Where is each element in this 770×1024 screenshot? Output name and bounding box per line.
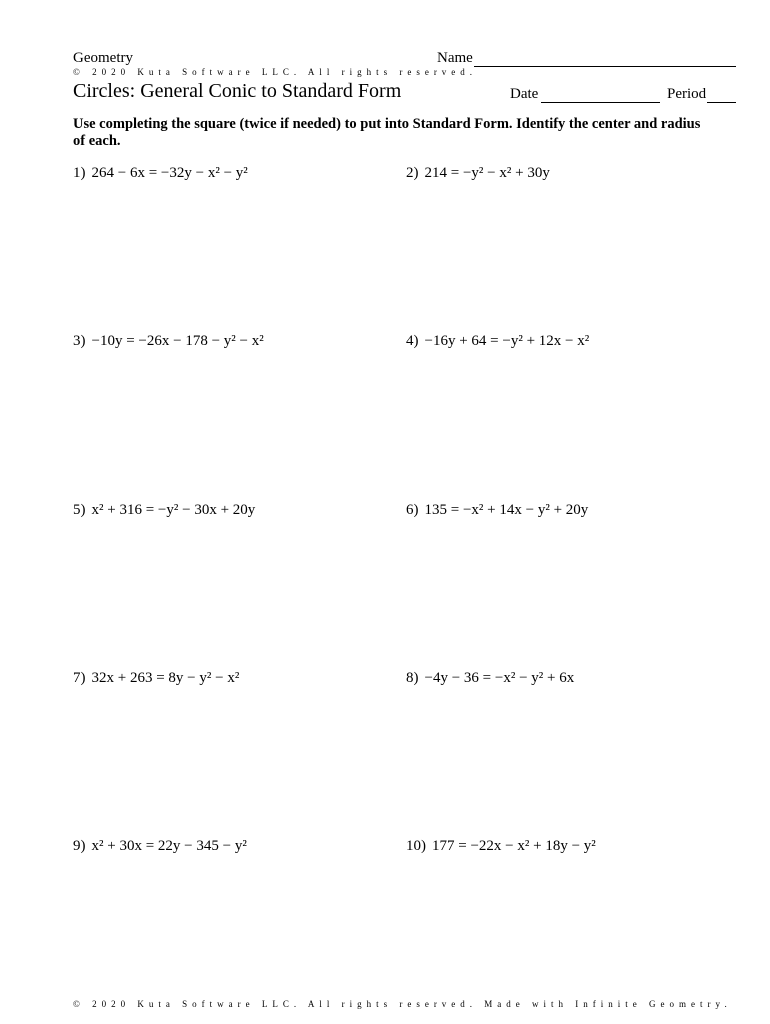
problem-equation: −10y = −26x − 178 − y² − x² [91,333,264,349]
copyright-notice: © 2020 Kuta Software LLC. All rights reserved. [73,67,478,77]
name-field-line[interactable] [474,66,736,67]
problem-1 [73,165,248,182]
worksheet-title: Circles: General Conic to Standard Form [73,80,402,102]
problem-5 [73,502,255,519]
problem-8 [406,670,574,687]
problem-equation: x² + 30x = 22y − 345 − y² [91,838,247,854]
problem-9 [73,838,247,855]
date-label: Date [510,86,539,102]
problem-equation: 264 − 6x = −32y − x² − y² [91,165,248,181]
problem-6 [406,502,588,519]
problem-3 [73,333,264,350]
problem-number: 1) [73,165,86,181]
problem-number: 8) [406,670,419,686]
footer-copyright: © 2020 Kuta Software LLC. All rights reserved. Made with Infinite Geometry. [73,999,732,1009]
problem-number: 6) [406,502,419,518]
problem-number: 3) [73,333,86,349]
date-field-line[interactable] [541,102,660,103]
problem-equation: 32x + 263 = 8y − y² − x² [91,670,240,686]
problem-number: 5) [73,502,86,518]
name-label: Name [437,50,473,66]
problem-equation: 214 = −y² − x² + 30y [424,165,550,181]
problem-equation: 135 = −x² + 14x − y² + 20y [424,502,589,518]
problem-7 [73,670,239,687]
problem-equation: −4y − 36 = −x² − y² + 6x [424,670,575,686]
problem-2 [406,165,550,182]
period-label: Period [667,86,707,102]
problem-number: 2) [406,165,419,181]
subject-label: Geometry [73,50,133,66]
problem-number: 4) [406,333,419,349]
problem-equation: 177 = −22x − x² + 18y − y² [432,838,596,854]
problem-equation: x² + 316 = −y² − 30x + 20y [91,502,256,518]
problem-equation: −16y + 64 = −y² + 12x − x² [424,333,590,349]
problem-number: 9) [73,838,86,854]
problem-4 [406,333,589,350]
problem-number: 7) [73,670,86,686]
period-field-line[interactable] [707,102,736,103]
problem-10 [406,838,596,855]
instructions: Use completing the square (twice if needed) to put into Standard Form. Identify the center and radius of each. [73,116,701,149]
problem-number: 10) [406,838,426,854]
